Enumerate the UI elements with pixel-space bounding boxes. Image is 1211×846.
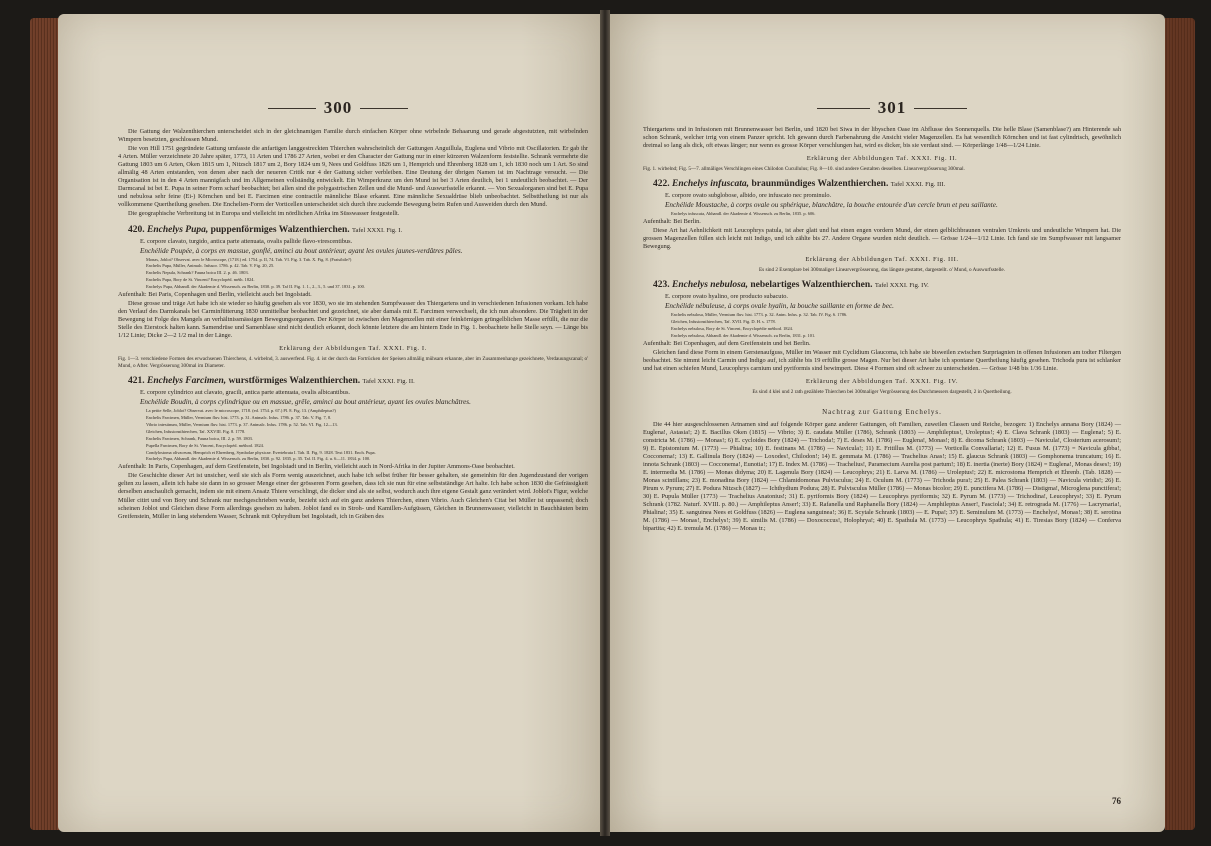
- species-description: Gleichen fand diese Form in einem Gerstenaufguss, Müller im Wasser mit Cyclidium Glaucoma, ich habe sie bisweilen zwischen Surpriagnien in offenen Infusionen am todter Filtergen beobachtet. Sie nimmt leicht Carmin und Indigo auf, ich zählte bis 19 erfüllte grosse Magen. Nur bei dieser Art habe ich spontane Quertheilung häufig gesehen. Trichoda pura ist schlanker und hat einen schiefen Mund, Leucophrys carnium und pyriformis sind bewimpert. Diese 4 Formen sind oft schwer zu unterscheiden. — Grösse 1/48 bis 1/36 Linie.: [643, 348, 1121, 372]
- figure-explanation: Fig. 1—3. verschiedene Formen des erwachsenen Thierchens, 4. wirbelnd, 3. auswerfend. Fig. 4. ist der durch das Fortrücken der Speisen allmälig mühsam erkannte, aber im Zusammenhange gezeichnete, Verdauungscanal; o' Mund, o After. Vergrösserung 300mal im Diameter.: [118, 356, 588, 370]
- species-name: Enchelys Farcimen,: [147, 376, 227, 387]
- species-heading: [643, 178, 1121, 191]
- continued-paragraph: Thiergartens und in Infusionen mit Brunnenwasser bei Berlin, und 1820 bei Siwa in der libyschen Oase im Abflusse des Sonnenquells. Die helle Blase (Samenblase?) am Hinterende sah schon Schrank, welcher irrig von einem Panzer spricht. Ich gewann durch Farbenahrung die Ansicht vieler Magenzellen. Es hat wesentlich Körnchen und ist fast cylindrisch, gewöhnlich dreimal so lang als dick, oft etwas länger; nur wenn es grosse Körper verschlungen hat, wird es dicker, bis sie verdaut sind. — Körperlänge 1/48—1/24 Linie.: [643, 126, 1121, 150]
- species-number: 421.: [128, 376, 145, 387]
- page-number: 300: [323, 98, 353, 117]
- synonym-reference: Enchelis Farcimen, Schrank, Fauna boica, III. 2. p. 59. 1803.: [146, 435, 253, 441]
- intro-paragraph: Die von Hill 1751 gegründete Gattung umfasste die anfartigen langgestreckten Thierchen wahrscheinlich der Gattungen Anguillula, Euglena und Vibrio mit Oscillatorien. Er gab ihr 4 Arten. Müller verzeichnete 20 Jahre später, 1773, 11 Arten und 1786 27 Arten, wobei er den Character der Gattung nur in einer kürzeren Walzenform feststellte. Schrank vermehrte die Gattung 1803 um 6 Arten, Oken 1815 um 1, Nitzsch 1817 um 2, Bory 1824 um 9, Nees und Goldfuss 1826 um 1, Hemprich und Ehrenberg 1828 um 1, ich 1830 noch um 1 Art. So sind allmälig 48 Arten entstanden, von denen aber nach der neueren Critik nur 4 der Gattung sicher verbleiben. Eine Deutung der übrigen Namen ist im Nachtrage versucht. — Die Organisation ist in den 4 Arten mannigfach und im Allgemeinen vollständig entwickelt. Ein Wimperkranz um den Mund ist bei 3 Arten deutlich, bei 1 undeutlich beobachtet. — Der Darmcanal ist bei E. Pupa in seiner Form scharf beobachtet; bei allen sind die polygastrischen Zellen und die Mund- und Auswurfsstelle erkannt. — Von Sexualorganen sind bei E. Pupa und nebulosa sehr feine (Ei-) Körnchen und bei E. Farcimen eine contractile männliche Blase erkannt. Eine männliche Sexualdrüse blieb unbeobachtet. Selbsttheilung ist nur als vollkommene Quertheilung gesehen. Die Enchelien-Form der Vorticellen unterscheidet sich durch ihre zuckende Bewegung beim Rufen und Ausweiden durch den Mund.: [118, 145, 588, 209]
- species-name: Enchelys Pupa,: [147, 224, 209, 235]
- synonym-reference: Enchelys nebulosa, Abhandl. der Akademie d. Wissensch. zu Berlin, 1831. p. 101.: [671, 332, 816, 338]
- habitat-line: Aufenthalt: Bei Berlin.: [643, 217, 701, 225]
- header-rule: [360, 108, 408, 109]
- french-diagnosis: Enchélide nébuleuse, à corps ovale hyalin, la bouche saillante en forme de bec.: [665, 302, 894, 311]
- appendix-paragraph: Die 44 hier ausgeschlossenen Artnamen sind auf folgende Körper ganz anderer Gattungen, oft Familien, zuweilen Classen und Reiche, bezogen: 1) Enchelys annana Bory (1824) — Euglena!, Astasia!; 2) E. Bacillus Oken (1815) — Vibrio; 3) E. caudata Müller (1786), Schrank (1803) — Amphileptus!, Uroleptus!; 4) E. Clava Schrank (1803) — Euglena!; 5) E. constricta M. (1786) — Monas!; 6) E. cycloides Bory (1824) — Trichoda!; 7) E. deses M. (1786) — Euglena!, Monas!; 8) E. dicoma Schrank (1803) — Navicula!, Closterium acerosum!; 9) E. Epistomium M. (1773) — Phialina; 10) E. festinans M. (1786) — Navicula!; 11) E. Fritillus M. (1773) — Vorticella Convallaria!; 12) E. Fusus M. (1773) = Navicula gibba!, Cocconema!; 13) E. Gallinula Bory (1824) — Loxodes!, Chilodon!; 14) E. gemmata M. (1786) — Trachelius Anas!; 15) E. glaucus Schrank (1803) — Gomphonema truncatum; 16) E. innota Schrank (1803) — Cocconema!, Eunotia!; 17) E. Index M. (1786) — Trachelius!, Paramecium Aurelia post partum!; 18) E. inertia (inerte) Bory (1824) = Euglena!, Monas deses!; 19) E. intermedia M. (1786) — Monas didyma; 20) E. Lagenula Bory (1824) — Leucophrys; 21) E. Larva M. (1786) — Uroleptus!; 22) E. microstoma Hemprich et Ehrenb. (Tab. 1828) — Monas scintillans; 23) E. monadina Bory (1824) — Chlamidomonas Pulvisculus; 24) E. Oculum M. (1773) — Trichoda pura!; 25) E. Palea Schrank (1803) — Navicula viridis!; 26) E. Pirum v. Pyrum; 27) E. Podura Nitzsch (1827) — Ichthydium Podura; 28) E. Pulvisculus Müller (1786) — Monas bicolor; 29) E. punctifera M. (1786) — Distigma!, Microglena punctifera!; 30) E. Pupula Müller (1773) — Trachelius Anatonius!; 31) E. pyriformis Bory (1824) — Leucophrys pyriformis; 32) E. Pyrum M. (1773) — Trichodina!, Leucophrys!; 33) E. Pyrum Schrank (1782. Naturf. XVIII. p. 80.) — Amphileptus Anser!; 33) E. Rafanella und Raphanella Bory (1824) — Amphileptus Anser!, Fasciola!; 34) E. retrograda M. (1776) — Lacrymaria!, Phialina!; 35) E. sanguinea Nees et Goldfuss (1826) — Euglena sanguinea!; 36) E. Scytale Schrank (1803) — E. Pupa!; 37) E. Seminulum M. (1773) — Enchelys!, Monas!; 38) E. serotina M. (1786) — Monas!, Enchelys!; 39) E. similis M. (1786) — Doxococcus!, Holophrya!; 40) E. Spathula M. (1773) — Leucophrys Spathula; 41) E. Tiresias Bory (1824) — Conferva bipartita; 42) E. tremula M. (1786) — Monas tr.;: [643, 420, 1121, 533]
- right-page-text: [643, 126, 1121, 534]
- synonym-reference: Gleichen, Infusionsthierchen, Taf. XVII. Fig. D. H. s. 1778.: [671, 318, 776, 324]
- french-diagnosis: Enchélide Poupée, à corps en massue, gonflé, aminci au bout antérieur, ayant les ovules jaunes-verdâtres pâles.: [140, 246, 463, 255]
- synonym-reference: Enchelys nebulosa, Bory de St. Vincent, Encyclopédie méthod. 1824.: [671, 325, 793, 331]
- left-page: [58, 14, 603, 832]
- synonym-reference: Enchelis nebulosa, Müller, Vermium fluv. hist. 1773. p. 32. Anim. Infus. p. 32. Tab. IV. Fig. 6. 1786.: [671, 312, 848, 318]
- synonym-reference: Enchelis Pupa, Bory de St. Vincent? Encyclopéd. méth. 1824.: [146, 277, 255, 283]
- synonym-reference: Enchelis Pupa, Müller, Animalc. Infusor. 1786. p. 42. Tab. V. Fig. 20, 25.: [146, 263, 275, 269]
- page-number: 301: [877, 98, 907, 117]
- species-number: 423.: [653, 279, 670, 290]
- figure-explanation-title: Erklärung der Abbildungen Taf. XXXI. Fig. II.: [806, 155, 958, 163]
- header-rule: [914, 108, 967, 109]
- header-rule: [817, 108, 870, 109]
- figure-explanation-title: Erklärung der Abbildungen Taf. XXXI. Fig. I.: [279, 345, 427, 353]
- latin-diagnosis: E. corpore ovato hyalino, ore producto subacuto.: [665, 292, 788, 300]
- figure-explanation: Es sind 4 klei und 2 rath gezählete Thierchen bei 300maliger Vergrösserung des Durchmessers dargestellt, 2 in Quertheilung.: [752, 388, 1012, 395]
- habitat-line: Aufenthalt: Bei Copenhagen, auf dem Greifenstein und bei Berlin.: [643, 339, 811, 347]
- french-diagnosis: Enchélide Moustache, à corps ovale ou sphérique, blanchâtre, la bouche entourée d'un cercle brun et peu saillante.: [665, 201, 998, 210]
- species-description: Diese grosse und träge Art habe ich sie wieder so häufig gesehen als vor 1830, wo sie im stehenden Sumpfwasser des Thiergartens und in verschiedenen Infusionen vorkam. Ich habe den Verlauf des Darmkanals bei Carminfütterung 1830 unmittelbar beobachtet und gezeichnet, sie aber damals mit E. Farcimen verwechselt, die ich nun absondere. Die Trägheit in der Bewegung ist Folge des Mangels an verhältnissmässigen Bewegungsorganen. Der Körper ist zwischen den Magenzellen mit einer feinkörnigen grüngelblichen Masse erfüllt, die nur die Stelle des Eierstock halten kann. Samendrüse und Samenblase sind nicht deutlich erkannt, doch könnte letztere die am hintern Ende in Fig. 1. beobachtete helle Stelle seyn. — Länge bis 1/12 Linie; Dicke 2—2 1/2 mal in der Länge.: [118, 300, 588, 340]
- signature-mark: 76: [1112, 796, 1121, 806]
- plate-reference: Tafel XXXI. Fig. III.: [890, 180, 946, 188]
- latin-diagnosis: E. corpore cylindrico aut clavato, gracili, antica parte attenuata, ovalis albicantibus.: [140, 389, 350, 397]
- header-rule: [268, 108, 316, 109]
- left-page-header: [268, 98, 408, 118]
- plate-reference: Tafel XXXI. Fig. IV.: [874, 281, 929, 289]
- species-description: Diese Art hat Aehnlichkeit mit Leucophrys patula, ist aber glatt und hat einen engen vordern Mund, der einen gelblichbraunen ventralen Umkreis und undeutliche Wimpern hat. Die grossen Magenzellen füllen sich leicht mit Indigo, und ich zählte bis 27. Andere Organe wurden nicht deutlich. — Grösse 1/24—1/12 Linie. Ich fand sie im Sumpfwasser mit langsamer Bewegung.: [643, 226, 1121, 251]
- species-german-name: puppenförmiges Walzenthierchen.: [210, 224, 350, 235]
- book-gutter: [600, 10, 610, 836]
- species-german-name: nebelartiges Walzenthierchen.: [750, 279, 873, 290]
- synonym-reference: Enchelys Pupa, Abhandl. der Akademie d. Wissensch. zu Berlin, 1830. p. 39. Taf II. Fig. 1. 1., 2., 3., 5. und 37. 1831. p. 100.: [146, 284, 365, 290]
- species-description: Die Geschichte dieser Art ist unsicher, weil sie sich als Form wenig auszeichnet, auch habe ich selbst früher für besser gehalten, sie gemeinhin für den Jugendzustand der vorigen gelten zu lassen, allein ich habe sie dann in so grosser Menge einer der grösseren Form gesehen, dass ich sie nun für eine selbstständige Art halte. Ich habe schon 1830 die Gefrässigkeit derselben anschaulich gemacht, indem sie mit einem Ansatz Thiere verschlingt, die dicker sind als sie selbst, wodurch auch ihre eigene Gestalt ganz verändert wird. Joblot's Figur, welche Müller citirt und von Bory und Schrank nur mechgeschrieben wurde, bezieht sich auf ein ganz anderes Thierchen, einen Vibrio. Auch Gleichen's Citat bei Müller ist unpassend; doch scheinen Joblot und Gleichen diese Form allerdings gesehen zu haben. Joblot fand es in Stroh- und Kamillen-Aufgüssen, Gleichen in Brunnenwasser, vielleicht in Bauchhäuten beim Greifenstein, Müller in lang stehendem Wasser, Schrank mit Ophrydium bei Ingolstadt, ich in Gräben des: [118, 472, 588, 520]
- book-edge-left: [30, 18, 60, 830]
- intro-paragraph: Die geographische Verbreitung ist in Europa und vielleicht im nördlichen Afrika im Süsswasser festgestellt.: [128, 210, 400, 218]
- latin-diagnosis: E. corpore clavato, turgido, antica parte attenuata, ovalis pallide flavo-virescentibus.: [140, 237, 353, 245]
- figure-explanation: Fig. 1. wirbelnd; Fig. 5—7. allmäliges Verschlingen eines Chilodon Cucullulus; Fig. 8—10. sind andere Gestalten desselben. Linearvergrösserung 300mal.: [643, 166, 965, 173]
- species-number: 422.: [653, 178, 670, 189]
- synonym-reference: Monas, Joblot? Observat. avec le Microscope, (1718.) ed. 1754. p. II, 74. Tab. VI. Fig. 3. Tab. X. Fig. 8. (Fraisibile?): [146, 256, 352, 262]
- intro-paragraph: Die Gattung der Walzenthierchen unterscheidet sich in der gleichnamigen Familie durch einfachen Körper ohne wirbelnde Behaarung und gerade abgestutzten, mit wirbelnden Wimpern besetzten, geschlossen Mund.: [118, 128, 588, 144]
- left-page-text: [118, 128, 588, 522]
- species-german-name: wurstförmiges Walzenthierchen.: [228, 376, 361, 387]
- figure-explanation-title: Erklärung der Abbildungen Taf. XXXI. Fig. IV.: [805, 377, 959, 385]
- synonym-reference: La petite Selle, Joblot? Observat. avec le microscope, 1718. (ed. 1754. p. 67.) Pl. 8. Fig. 13. (Amphileptus?): [146, 408, 336, 414]
- figure-explanation-title: Erklärung der Abbildungen Taf. XXXI. Fig. III.: [805, 256, 959, 264]
- appendix-title: Nachtrag zur Gattung Enchelys.: [822, 407, 942, 416]
- synonym-reference: Pupella Farcimen, Bory de St. Vincent, Encyclopéd. méthod. 1824.: [146, 442, 264, 448]
- habitat-line: Aufenthalt: In Paris, Copenhagen, auf dem Greifenstein, bei Ingolstadt und in Berlin, vielleicht auch in Nord-Afrika in der Jupiter Ammons-Oase beobachtet.: [118, 463, 515, 471]
- species-heading: [118, 375, 588, 388]
- book-edge-right: [1165, 18, 1195, 830]
- latin-diagnosis: E. corpore ovato subglobose, albido, ore infuscato nec prominulo.: [665, 191, 832, 199]
- species-name: Enchelys nebulosa,: [672, 279, 749, 290]
- habitat-line: Aufenthalt: Bei Paris, Copenhagen und Berlin, vielleicht auch bei Ingolstadt.: [118, 291, 312, 299]
- synonym-reference: Gleichen, Infusionsthierchen, Taf. XXVIII. Fig. 8. 1778.: [146, 428, 246, 434]
- species-name: Enchelys infuscata,: [672, 178, 750, 189]
- plate-reference: Tafel XXXI. Fig. II.: [362, 378, 415, 386]
- species-heading: [118, 224, 588, 237]
- synonym-reference: Condylostoma olivaceum, Hemprich et Ehrenberg, Symbolae physicae. Evertebrata I. Tab. II. Fig. 9. 1828. Text 1831. Ench. Pupa.: [146, 449, 376, 455]
- figure-explanation: Es sind 2 Exemplare bei 300maliger Linearvergrösserung, das längste gestattet, dargestellt. o' Mund, o Auswurfsstelle.: [758, 267, 1006, 274]
- french-diagnosis: Enchélide Boudin, à corps cylindrique ou en massue, grêle, aminci au bout antérieur, ayant les ovules blanchâtres.: [140, 398, 471, 407]
- synonym-reference: Enchelis Farcimen, Müller, Vermium fluv. hist. 1773. p. 31. Animalc. Infus. 1786. p. 37. Tab. V. Fig. 7, 8.: [146, 414, 332, 420]
- synonym-reference: Vibrio intestinum, Müller, Vermium fluv. hist. 1773. p. 37. Animalc. Infus. 1786. p. 52. Tab. VI. Fig. 12—13.: [146, 421, 338, 427]
- species-german-name: braunmündiges Walzenthierchen.: [751, 178, 889, 189]
- synonym-reference: Enchelys Pupa, Abhandl. der Akademie d. Wissensch. zu Berlin, 1830. p. 92. 1835. p. 35. Taf. II. Fig. 4. u. 6—11. 1834. p. 100.: [146, 456, 371, 462]
- synonym-reference: Enchelis Nepula, Schrank? Fauna boica III. 2. p. 46. 1803.: [146, 270, 249, 276]
- synonym-reference: Enchelys infuscata, Abhandl. der Akademie d. Wissensch. zu Berlin, 1835. p. 606.: [671, 211, 816, 217]
- right-page-header: [817, 98, 967, 118]
- right-page: [607, 14, 1165, 832]
- plate-reference: Tafel XXXI. Fig. I.: [351, 226, 403, 234]
- species-number: 420.: [128, 224, 145, 235]
- species-heading: [643, 279, 1121, 292]
